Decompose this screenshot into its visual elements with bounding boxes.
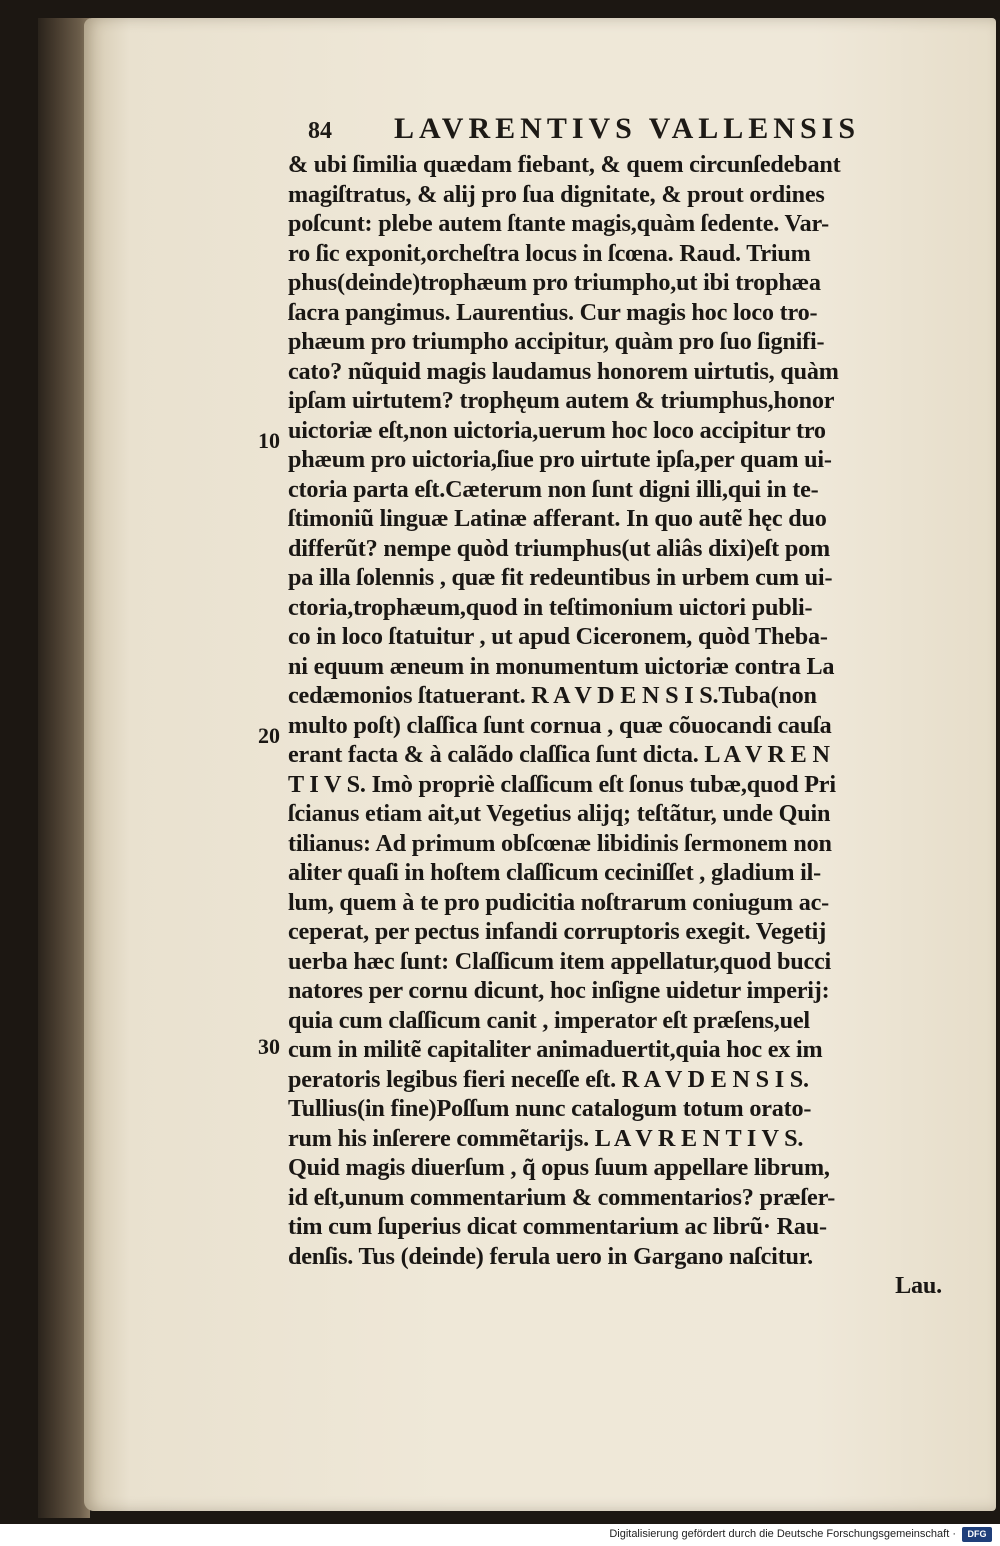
line-marker-30: 30 (258, 1034, 280, 1059)
page-header (308, 112, 868, 152)
line-marker-20: 20 (258, 723, 280, 748)
text-line: ſcianus etiam ait,ut Vegetius alijq; teſtãtur, unde Quin (288, 800, 831, 827)
text-line: uictoriæ eſt,non uictoria,uerum hoc loco accipitur tro (288, 416, 826, 444)
text-line: rum his inſerere commẽtarijs. L A V R E N T I V S. (288, 1124, 804, 1152)
text-line: cedæmonios ſtatuerant. R A V D E N S I S.Tuba(non (288, 682, 817, 709)
text-line: id eſt,unum commentarium & commentarios? præſer- (288, 1183, 836, 1211)
text-line: multo poſt) claſſica ſunt cornua , quæ cõuocandi cauſa (288, 711, 832, 739)
text-line: phæum pro uictoria,ſiue pro uirtute ipſa,per quam ui- (288, 446, 832, 473)
line-marker-10: 10 (258, 428, 280, 453)
text-line: ni equum æneum in monumentum uictoriæ contra La (288, 652, 835, 680)
text-line: quia cum claſſicum canit , imperator eſt præſens,uel (288, 1006, 810, 1034)
text-line: phæum pro triumpho accipitur, quàm pro ſuo ſignifi- (288, 328, 825, 355)
text-line: denſis. Tus (deinde) ferula uero in Gargano naſcitur. (288, 1242, 813, 1270)
running-head: LAVRENTIVS VALLENSIS (394, 112, 861, 145)
text-line: peratoris legibus fieri neceſſe eſt. R A V D E N S I S. (288, 1065, 809, 1093)
text-line: ſacra pangimus. Laurentius. Cur magis hoc loco tro- (288, 298, 818, 326)
text-line: & ubi ſimilia quædam fiebant, & quem circunſedebant (288, 151, 841, 178)
catchword: Lau. (895, 1272, 942, 1299)
text-line: lum, quem à te pro pudicitia noſtrarum coniugum ac- (288, 888, 829, 916)
text-line: pa illa ſolennis , quæ fit redeuntibus in urbem cum ui- (288, 564, 833, 591)
text-line: co in loco ſtatuitur , ut apud Ciceronem, quòd Theba- (288, 623, 828, 650)
text-line: Quid magis diuerſum , q̃ opus ſuum appellare librum, (288, 1154, 830, 1181)
text-line: T I V S. Imò propriè claſſicum eſt ſonus tubæ,quod Pri (288, 770, 836, 798)
page-number: 84 (308, 118, 332, 144)
text-line: ctoria,trophæum,quod in teſtimonium uictori publi- (288, 593, 813, 621)
text-line: cato? nũquid magis laudamus honorem uirtutis, quàm (288, 357, 839, 385)
text-line: aliter quaſi in hoſtem claſſicum ceciniſſet , gladium il- (288, 859, 822, 886)
dfg-logo: DFG (962, 1527, 992, 1542)
text-line: ceperat, per pectus infandi corruptoris exegit. Vegetij (288, 918, 827, 945)
text-line: phus(deinde)trophæum pro triumpho,ut ibi trophæa (288, 269, 821, 296)
funding-credit: Digitalisierung gefördert durch die Deutsche Forschungsgemeinschaft · (609, 1528, 956, 1540)
text-line: ctoria parta eſt.Cæterum non ſunt digni illi,qui in te- (288, 475, 819, 503)
body-text (288, 150, 958, 1301)
text-line: poſcunt: plebe autem ſtante magis,quàm ſedente. Var- (288, 210, 829, 237)
text-line: tim cum ſuperius dicat commentarium ac librũ· Rau- (288, 1213, 827, 1240)
text-line: ipſam uirtutem? trophęum autem & triumphus,honor (288, 387, 835, 414)
text-line: erant facta & à calãdo claſſica ſunt dicta. L A V R E N (288, 741, 830, 768)
book-spine-edge (38, 18, 90, 1518)
text-line: Tullius(in fine)Poſſum nunc catalogum totum orato- (288, 1095, 812, 1122)
text-line: ſtimoniũ linguæ Latinæ afferant. In quo autẽ hęc duo (288, 505, 827, 532)
text-line: uerba hæc ſunt: Claſſicum item appellatur,quod bucci (288, 947, 832, 975)
text-line: ro ſic exponit,orcheſtra locus in ſcœna. Raud. Trium (288, 239, 811, 267)
text-line: differũt? nempe quòd triumphus(ut aliâs dixi)eſt pom (288, 534, 830, 562)
text-line: tilianus: Ad primum obſcœnæ libidinis ſermonem non (288, 829, 832, 857)
text-line: magiſtratus, & alij pro ſua dignitate, & prout ordines (288, 180, 825, 208)
text-line: natores per cornu dicunt, hoc inſigne uidetur imperij: (288, 977, 830, 1004)
text-line: cum in militẽ capitaliter animaduertit,quia hoc ex im (288, 1036, 823, 1063)
footer-bar (0, 1524, 1000, 1546)
